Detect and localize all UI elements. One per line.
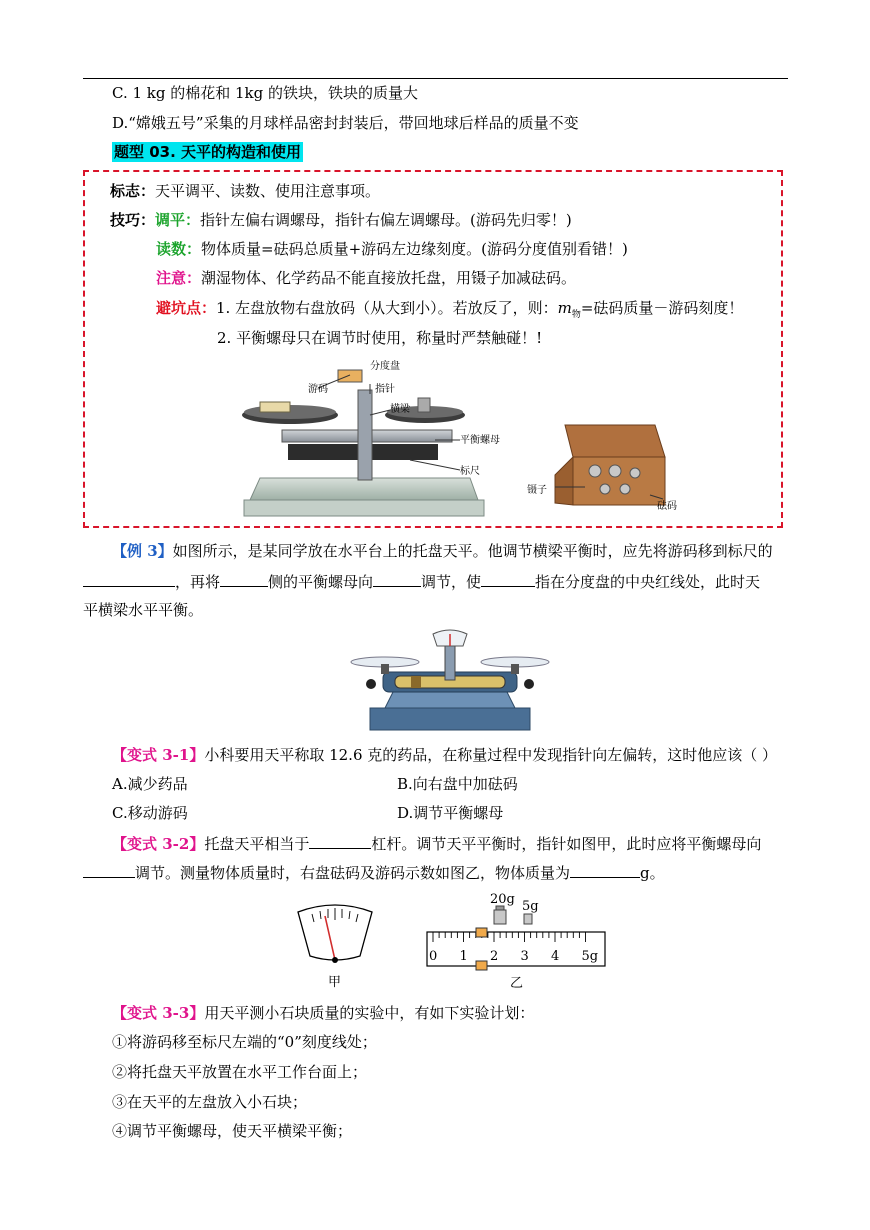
v33-step-2: ②将托盘天平放置在水平工作台面上； — [112, 1063, 368, 1081]
v32-line2 — [83, 862, 665, 883]
biaozhi-label: 标志： — [110, 182, 156, 200]
v32-tag: 【变式 3-2】 — [112, 835, 205, 853]
tiaoping-label: 调平： — [155, 211, 201, 229]
yi-label: 乙 — [510, 976, 524, 990]
yi-ruler — [427, 932, 605, 966]
tip-biaozhi — [110, 181, 380, 201]
zhuyi-text: 潮湿物体、化学药品不能直接放托盘，用镊子加减砝码。 — [201, 269, 577, 287]
ruler-tick-label: 2 — [490, 949, 499, 964]
zhuyi-label: 注意： — [156, 269, 202, 287]
blank-2[interactable] — [220, 571, 268, 587]
bikeng-1a: 1. 左盘放物右盘放码（从大到小）。若放反了，则： — [216, 299, 558, 317]
v32-blank-3[interactable] — [570, 862, 640, 878]
example3-text1: 如图所示，是某同学放在水平台上的托盘天平。他调节横梁平衡时，应先将游码移到标尺的 — [172, 542, 773, 560]
option-d: D.“嫦娥五号”采集的月球样品密封封装后，带回地球后样品的质量不变 — [112, 114, 579, 132]
bikeng-1b: =砝码质量－游码刻度！ — [580, 299, 744, 317]
dushu-label: 读数： — [156, 240, 202, 258]
tray-balance-diagram — [345, 628, 555, 732]
v33-step-4: ④调节平衡螺母，使天平横梁平衡； — [112, 1122, 353, 1140]
fig32-diagram — [290, 890, 610, 990]
weight-20g-label: 20g — [490, 892, 515, 907]
example3-text2c: 调节，使 — [421, 573, 482, 591]
example3-text2b: 侧的平衡螺母向 — [268, 573, 374, 591]
v32-text2b: g。 — [640, 864, 665, 882]
tiaoping-text: 指针左偏右调螺母，指针右偏左调螺母。(游码先归零！) — [200, 211, 572, 229]
v32-text2a: 调节。测量物体质量时，右盘砝码及游码示数如图乙，物体质量为 — [135, 864, 571, 882]
v31-option-c[interactable]: C.移动游码 — [112, 804, 188, 822]
example3-line3: 平横梁水平平衡。 — [83, 601, 204, 619]
v31-option-a[interactable]: A.减少药品 — [112, 775, 188, 793]
balance-diagram — [230, 360, 500, 522]
tip-dushu — [156, 239, 628, 259]
ruler-tick-label: 3 — [520, 949, 529, 964]
rider-top — [476, 928, 487, 937]
weight-5g — [524, 914, 532, 924]
label-biaochi: 标尺 — [460, 466, 480, 477]
jiqiao-label: 技巧： — [110, 211, 156, 229]
v33-step-1: ①将游码移至标尺左端的“0”刻度线处； — [112, 1033, 377, 1051]
weight-20g — [494, 910, 506, 924]
v32-blank-1[interactable] — [309, 833, 371, 849]
v32-text1b: 杠杆。调节天平平衡时，指针如图甲，此时应将平衡螺母向 — [371, 835, 762, 853]
label-zhizhen: 指针 — [375, 384, 395, 395]
label-pingheng: 平衡螺母 — [460, 435, 500, 446]
section-title: 题型 03. 天平的构造和使用 — [114, 143, 302, 161]
ruler-tick-label: 1 — [459, 949, 468, 964]
v32-text1a: 托盘天平相当于 — [204, 835, 310, 853]
blank-1[interactable] — [83, 571, 175, 587]
v31-text: 小科要用天平称取 12.6 克的药品，在称量过程中发现指针向左偏转，这时他应该（ ） — [204, 746, 778, 764]
dushu-text: 物体质量=砝码总质量+游码左边缘刻度。(游码分度值别看错！) — [201, 240, 628, 258]
label-niezi: 镊子 — [527, 485, 547, 496]
v33-step-3: ③在天平的左盘放入小石块； — [112, 1093, 308, 1111]
biaozhi-text: 天平调平、读数、使用注意事项。 — [155, 182, 381, 200]
v33-line — [112, 1003, 534, 1023]
tip-bikeng-2: 2. 平衡螺母只在调节时使用，称量时严禁触碰！! — [217, 329, 543, 347]
v33-tag: 【变式 3-3】 — [112, 1004, 205, 1022]
rider-bottom — [476, 961, 487, 970]
ruler-tick-label: 0 — [429, 949, 438, 964]
v31-option-d[interactable]: D.调节平衡螺母 — [397, 804, 504, 822]
option-c: C. 1 kg 的棉花和 1kg 的铁块，铁块的质量大 — [112, 84, 419, 102]
example3-line1 — [112, 541, 773, 561]
tip-zhuyi — [156, 268, 576, 288]
label-youma: 游码 — [308, 384, 328, 395]
v31-line — [112, 745, 777, 765]
example3-line2 — [83, 571, 760, 592]
header-rule — [83, 78, 788, 79]
v32-blank-2[interactable] — [83, 862, 135, 878]
ruler-tick-label: 5g — [581, 949, 599, 964]
tip-bikeng-1 — [156, 298, 743, 325]
ruler-tick-label: 4 — [551, 949, 560, 964]
blank-3[interactable] — [373, 571, 421, 587]
jia-label: 甲 — [328, 975, 342, 990]
v32-line1 — [112, 833, 761, 854]
label-hengliang: 横梁 — [390, 404, 410, 415]
bikeng-sub: 物 — [571, 310, 581, 320]
bikeng-m: m — [557, 299, 572, 317]
blank-4[interactable] — [481, 571, 535, 587]
weights-box-diagram — [525, 415, 685, 525]
bikeng-label: 避坑点： — [156, 299, 217, 317]
v31-option-b[interactable]: B.向右盘中加砝码 — [397, 775, 518, 793]
label-fama: 砝码 — [657, 501, 677, 512]
weight-5g-label: 5g — [522, 899, 539, 914]
v31-tag: 【变式 3-1】 — [112, 746, 205, 764]
v33-text: 用天平测小石块质量的实验中，有如下实验计划： — [204, 1004, 535, 1022]
label-fendupan: 分度盘 — [370, 361, 400, 372]
example3-text2d: 指在分度盘的中央红线处，此时天 — [535, 573, 761, 591]
example3-text2a: ，再将 — [175, 573, 221, 591]
tip-tiaoping — [110, 210, 572, 230]
example3-tag: 【例 3】 — [112, 542, 173, 560]
